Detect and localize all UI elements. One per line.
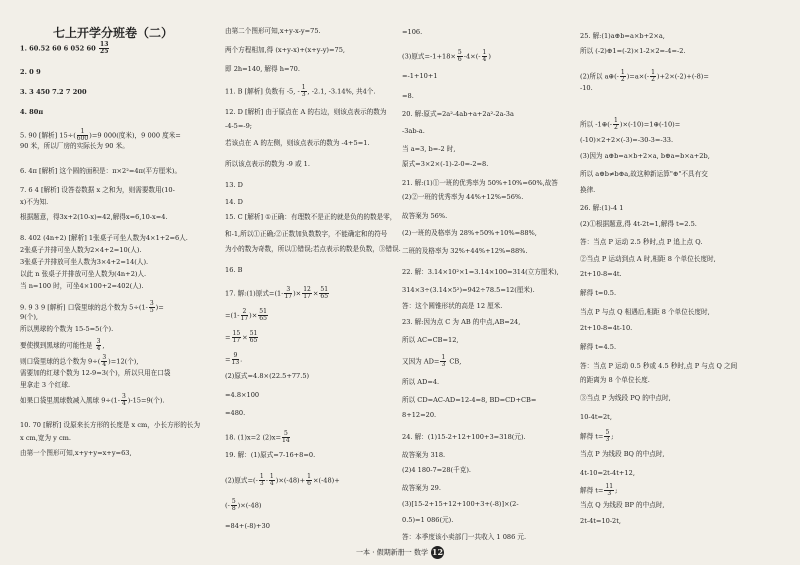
page-title: 七上开学分班卷（二） [52, 26, 173, 40]
answer-line: 和-1,所以①正确;②正数加负数数字，不能确定和的符号 [225, 230, 388, 238]
answer-line: 16. B [225, 266, 243, 274]
answer-line: 故答案为 56%. [402, 212, 448, 220]
answer-line: 当点 P 为线段 BQ 的中点时, [580, 450, 665, 458]
answer-line: (-10)×2+2×(-3)=-30-3=-33. [580, 136, 674, 144]
answer-line: 答：本季度该小卖部门一共收入 1 086 元. [402, 533, 527, 541]
answer-line: 解得 t= $\frac{5}{3}$ ; [580, 429, 614, 443]
page-footer [300, 546, 500, 559]
answer-line: 2t+10-8=4t. [580, 270, 622, 278]
answer-line: 20. 解:原式=2a²-4ab+a+2a²-2a-3a [402, 110, 514, 118]
answer-line: 24. 解：(1)15-2+12+100+3=318(元). [402, 433, 526, 441]
answer-line: 8. 402 (4n+2) [解析] 1张桌子可坐人数为4×1+2=6人. [20, 234, 188, 242]
answer-line: 23. 解:因为点 C 为 AB 的中点,AB=24, [402, 318, 521, 326]
answer-line: 2t-4t=10-2t, [580, 517, 622, 525]
answer-line: =106. [402, 28, 423, 36]
answer-line: (2)原式=(- $\frac{1}{3}$ - $\frac{1}{4}$ )×(-48)+ $\frac{1}{6}$ ×(-48)+ [225, 473, 340, 487]
answer-line: 3张桌子并排放可坐人数为3×4+2=14(人). [20, 258, 149, 266]
answer-line: 二班的及格率为 32%+44%+12%=88%. [402, 247, 528, 255]
answer-line: 当 a=3, b=-2 时, [402, 145, 456, 153]
answer-line: 则口袋里球的总个数为 9÷( $\frac{3}{4}$ )=12(个), [20, 354, 139, 368]
answer-line: 当 n=100 时，可坐4×100+2=402(人). [20, 282, 144, 290]
answer-line: =480. [225, 409, 246, 417]
answer-line: 26. 解:(1)-4 1 [580, 204, 624, 212]
answer-line: 90 米，所以厂房的实际长为 90 米。 [20, 142, 129, 150]
answer-line: 22. 解：3.14×10²×1=3.14×100=314(立方厘米), [402, 268, 559, 276]
answer-line: 3. 3 450 7.2 7 200 [20, 88, 87, 96]
answer-line: 里拿走 3 个红球. [20, 381, 71, 389]
answer-line: 即 2h=140, 解得 h=70. [225, 65, 300, 73]
answer-line: (2)一班的及格率为 28%+50%+10%=88%, [402, 229, 537, 237]
answer-line: 的距离为 8 个单位长度. [580, 376, 650, 384]
answer-line: 换律. [580, 186, 596, 194]
answer-column-2 [225, 0, 401, 548]
answer-line: 4t-10=2t-4t+12, [580, 469, 635, 477]
answer-line: 需要加的红球个数为 12-9=3(个)，所以只用在口袋 [20, 369, 171, 377]
answer-line: 要使摸到黑球的可能性是 $\frac{3}{4}$ , [20, 338, 105, 352]
answer-line: 0.5)=1 086(元). [402, 516, 454, 524]
answer-line: 当点 Q 为线段 BP 的中点时, [580, 501, 665, 509]
answer-line: 所以 a⊕b≠b⊕a,故这种新运算"⊕"不具有交 [580, 170, 708, 178]
answer-line: (2)②一班的优秀率为 44%+12%=56%. [402, 193, 524, 201]
answer-line: = $\frac{9}{13}$ . [225, 352, 243, 366]
answer-line: 6. 4π [解析] 这个圆的面积是：π×2²=4π(平方厘米)。 [20, 167, 182, 175]
answer-line: 2. 0 9 [20, 68, 41, 76]
answer-line: 以此 n 张桌子并排放可坐人数为(4n+2)人. [20, 270, 147, 278]
answer-line: 2t+10-8=4t-10. [580, 324, 633, 332]
answer-line: 25. 解:(1)a⊕b=a×b+2×a, [580, 32, 665, 40]
answer-line: 4. 80π [20, 108, 44, 116]
answer-line: 21. 解:(1)①一班的优秀率为 50%+10%=60%,故答 [402, 179, 558, 187]
answer-line: (3)[15-2+15+12+100+3+(-8)]×(2- [402, 500, 519, 508]
answer-line: =8. [402, 92, 414, 100]
answer-line: =4.8×100 [225, 391, 260, 399]
answer-line: 14. D [225, 198, 243, 206]
answer-line: 9(个), [20, 313, 39, 321]
answer-line: (3)原式=-1+18× $\frac{5}{6}$ -4×(- $\frac{1}{4}$ ) [402, 49, 491, 63]
answer-line: -10. [580, 84, 593, 92]
answer-line: ③当点 P 为线段 PQ 的中点时, [580, 394, 671, 402]
answer-line: ②当点 P 运动到点 A 时,相距 8 个单位长度时, [580, 255, 716, 263]
answer-line: 所以 (-2)⊕1=(-2)×1-2×2=-4=-2. [580, 47, 686, 55]
answer-line: 所以 -1⊕(- $\frac{1}{2}$ )×(-10)=1⊕(-10)= [580, 117, 681, 131]
answer-line: 所以 AD=4. [402, 378, 440, 386]
footer-text: 一本 · 假期新册一 数学 [356, 548, 428, 557]
answer-line: 10-4t=2t, [580, 413, 612, 421]
answer-line: =84+(-8)+30 [225, 522, 270, 530]
answer-line: 答：这个圆锥形状的高是 12 厘米. [402, 302, 503, 310]
answer-line: 所以黑球的个数为 15-5=5(个). [20, 325, 114, 333]
page-number: 12 [431, 547, 444, 557]
answer-line: 由第二个图形可知,x+y-x-y=75. [225, 27, 321, 35]
answer-line: 两个方程相加,得 (x+y-x)+(x+y-y)=75, [225, 46, 346, 54]
answer-line: 所以 CD=AC-AD=12-4=8, BD=CD+CB= [402, 396, 537, 404]
answer-line: 1. 60.52 60 6 052 60 $\frac{13}{25}$ [20, 41, 109, 55]
answer-line: 2张桌子并排可坐人数为2×4+2=10(人). [20, 246, 142, 254]
answer-line: 所以 AC=CB=12, [402, 336, 459, 344]
answer-column-1 [20, 0, 220, 548]
answer-line: x cm,宽为 y cm. [20, 434, 72, 442]
answer-line: (- $\frac{5}{8}$ )×(-48) [225, 498, 262, 512]
answer-line: x)不为知. [20, 198, 49, 206]
answer-line: 11. B [解析] 负数有 -5, - $\frac{1}{3}$ , -2.1, -3.14%, 共4个. [225, 84, 376, 98]
answer-line: 5. 90 [解析] 15÷( $\frac{1}{600}$ )=9 000(度米)，9 000 度米= [20, 128, 181, 142]
answer-line: -3ab-a. [402, 127, 425, 135]
answer-line: 原式=3×2×(-1)-2-0=-2=8. [402, 160, 489, 168]
answer-line: 如果口袋里黑球数减入黑球 9÷(1- $\frac{3}{4}$ )-15=9(个). [20, 393, 165, 407]
answer-line: 当点 P 与点 Q 相遇后,相距 8 个单位长度时, [580, 308, 710, 316]
answer-line: 答：当点 P 运动 0.5 秒或 4.5 秒时,点 P 与点 Q 之间 [580, 362, 738, 370]
answer-line: 若该点在 A 的左侧，则该点表示的数为 -4+5=1. [225, 139, 370, 147]
answer-line: -4-5=-9; [225, 122, 253, 130]
answer-line: = $\frac{15}{17}$ × $\frac{51}{65}$ [225, 330, 258, 344]
answer-line: (3)因为 a⊕b=a×b+2×a, b⊕a=b×a+2b, [580, 152, 710, 160]
answer-line: 10. 70 [解析] 设原来长方形的长度是 x cm，小长方形的长为 [20, 421, 201, 429]
answer-line: 17. 解:(1)原式=(1- $\frac{3}{17}$ )× $\frac{12}{17}$ × $\frac{51}{65}$ [225, 286, 329, 300]
answer-line: (2)所以 a⊕(- $\frac{1}{2}$ )=a×(- $\frac{1}{2}$ )+2×(-2)+(-8)= [580, 69, 709, 83]
answer-line: 所以该点表示的数为 -9 或 1. [225, 160, 310, 168]
answer-line: 解得 t= $\frac{11}{3}$ ; [580, 483, 618, 497]
answer-line: 9. 9 3 9 [解析] 口袋里球的总个数为 5÷(1- $\frac{3}{5}$ )= [20, 300, 164, 314]
answer-line: 19. 解：(1)原式=7-16+8=0. [225, 451, 316, 459]
answer-line: 又因为 AD= $\frac{1}{3}$ CB, [402, 354, 462, 368]
answer-line: 13. D [225, 181, 243, 189]
answer-line: 15. C [解析] ①正确：有理数不是正的就是负的的数是零， [225, 213, 397, 221]
answer-line: =-1+10+1 [402, 72, 438, 80]
answer-line: 为小的数为奇数，所以①错误;若点表示的数是负数，③错误. [225, 245, 401, 253]
answer-line: 7. 6 4 [解析] 设答卷数据 x 之和为，则需要数用(10- [20, 186, 175, 194]
answer-column-4 [580, 0, 780, 548]
answer-line: (2)①根据题意,得 4t-2t=1,解得 t=2.5. [580, 220, 697, 228]
answer-line: (2)原式=4.8×(22.5+77.5) [225, 372, 310, 380]
answer-line: 314×3÷(3.14×5²)=942÷78.5=12(厘米). [402, 286, 535, 294]
answer-line: 故答案为 318. [402, 451, 446, 459]
answer-column-3 [402, 0, 572, 548]
answer-line: =(1- $\frac{2}{17}$ )× $\frac{51}{65}$ [225, 308, 267, 322]
answer-line: 故答案为 29. [402, 484, 441, 492]
answer-line: (2)4 180-7=28(千克). [402, 466, 471, 474]
answer-line: 答：当点 P 运动 2.5 秒时,点 P 追上点 Q. [580, 238, 703, 246]
answer-line: 根据题意，得3x+2(10-x)=42,解得x=6,10-x=4. [20, 213, 168, 221]
answer-line: 8+12=20. [402, 411, 437, 419]
answer-line: 12. D [解析] 由于原点在 A 的右边，则该点表示的数为 [225, 108, 387, 116]
answer-line: 由第一个图形可知,x+y+y=x+y=63, [20, 449, 132, 457]
answer-line: 解得 t=4.5. [580, 343, 617, 351]
answer-line: 解得 t=0.5. [580, 289, 617, 297]
answer-line: 18. (1)x=2 (2)x= $\frac{5}{14}$ [225, 430, 290, 444]
